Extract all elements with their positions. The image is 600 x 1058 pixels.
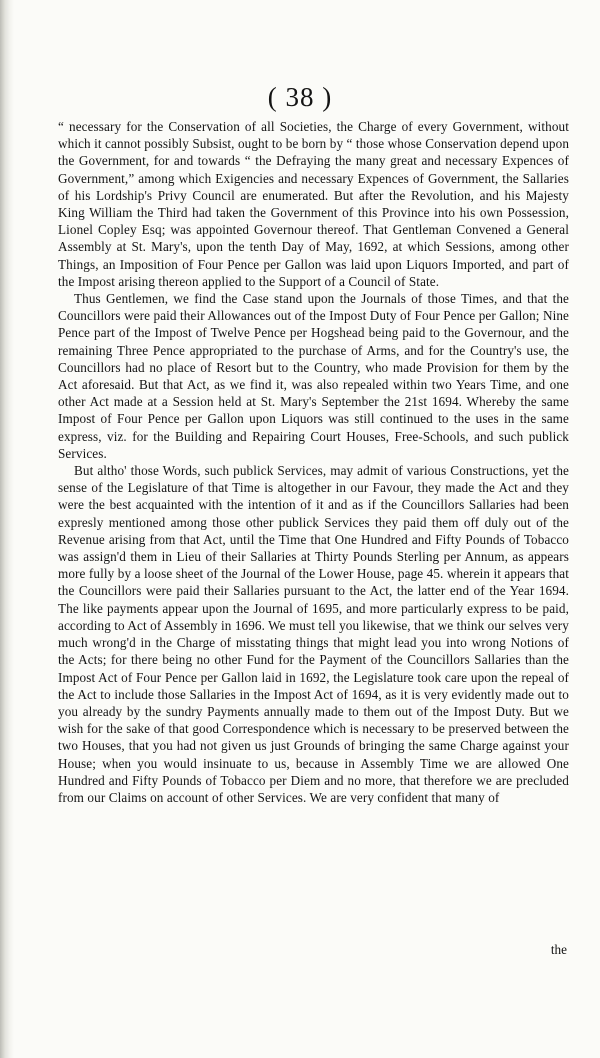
- binding-gutter-shadow: [0, 0, 14, 1058]
- paragraph-publick-services: But altho' those Words, such publick Services, may admit of various Constructions, yet the sense of the Legislature of that Time is altogether in our Favour, they made the Act and they were the best acquainted with the intention of it and as if the Councillors Sallaries had been expresly mentioned among those other publick Services they paid them off duly out of the Revenue arising from that Act, until the Time that One Hundred and Fifty Pounds of Tobacco was assign'd them in Lieu of their Sallaries at Thirty Pounds Sterling per Annum, as appears more fully by a loose sheet of the Journal of the Lower House, page 45. wherein it appears that the Councillors were paid their Sallaries pursuant to the Act, the latter end of the Year 1694. The like payments appear upon the Journal of 1695, and more particularly express to be paid, according to Act of Assembly in 1696. We must tell you likewise, that we think our selves very much wrong'd in the Charge of misstating things that might lead you into wrong Notions of the Acts; for there being no other Fund for the Payment of the Councillors Sallaries than the Impost Act of Four Pence per Gallon laid in 1692, the Legislature took care upon the repeal of the Act to include those Sallaries in the Impost Act of 1694, as it is very evidently made out to you already by the sundry Payments annually made to them out of the Impost Duty. But we wish for the sake of that good Correspondence which is necessary to be preserved between the two Houses, that you had not given us just Grounds of bringing the same Charge against your House; when you would insinuate to us, because in Assembly Time we are allowed One Hundred and Fifty Pounds of Tobacco per Diem and no more, that therefore we are precluded from our Claims on account of other Services. We are very confident that many of: [58, 463, 569, 805]
- paragraph-journals: Thus Gentlemen, we find the Case stand upon the Journals of those Times, and that the Councillors were paid their Allowances out of the Impost Duty of Four Pence per Gallon; Nine Pence part of the Impost of Twelve Pence per Hogshead being paid to the Governour, and the remaining Three Pence appropriated to the purchase of Arms, and for the Country's use, the Councillors had no place of Resort but to the Country, who made Provision for them by the Act aforesaid. But that Act, as we find it, was also repealed within two Years Time, and one other Act made at a Session held at St. Mary's September the 21st 1694. Whereby the same Impost of Four Pence per Gallon upon Liquors was still continued to the uses in the same express, viz. for the Building and Repairing Court Houses, Free-Schools, and such publick Services.: [58, 291, 569, 461]
- page-number: ( 38 ): [267, 82, 333, 112]
- paragraph-quotation-close: “ necessary for the Conservation of all Societies, the Charge of every Government, without which it cannot possibly Subsist, ought to be born by “ those whose Conservation depend upon the Government, for and towards “ the Defraying the many great and necessary Expences of Government,” among which Exigencies and necessary Expences of Government, the Sallaries of his Lordship's Privy Council are enumerated. But after the Revolution, and his Majesty King William the Third had taken the Government of this Province into his own Possession, Lionel Copley Esq; was appointed Governour thereof. That Gentleman Convened a General Assembly at St. Mary's, upon the tenth Day of May, 1692, at which Sessions, among other Things, an Imposition of Four Pence per Gallon was laid upon Liquors Imported, and part of the Impost arising thereon applied to the Support of a Council of State.: [58, 119, 570, 289]
- catchword: the: [550, 942, 567, 957]
- body-text: [58, 118, 569, 806]
